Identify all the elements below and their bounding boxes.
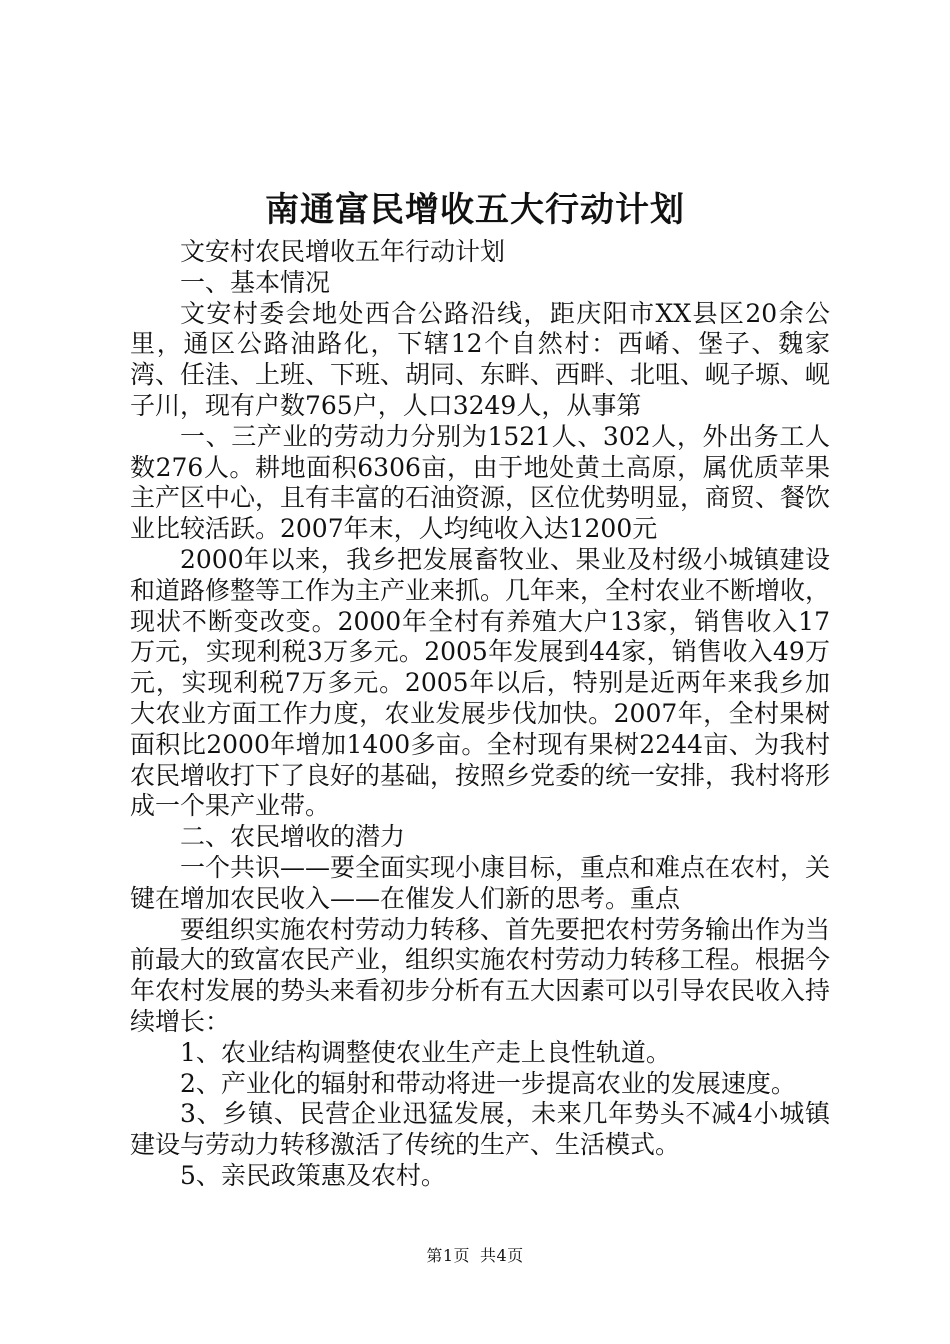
paragraph: 一、三产业的劳动力分别为1521人、302人，外出务工人数276人。耕地面积6306亩，由于地处黄土高原，属优质苹果主产区中心，且有丰富的石油资源，区位优势明显，商贸、餐饮业比较活跃。2007年末，人均纯收入达1200元	[130, 421, 831, 544]
paragraph: 2000年以来，我乡把发展畜牧业、果业及村级小城镇建设和道路修整等工作为主产业来抓。几年来，全村农业不断增收，现状不断变改变。2000年全村有养殖大户13家，销售收入17万元，实现利税3万多元。2005年发展到44家，销售收入49万元，实现利税7万多元。2005年以后，特别是近两年来我乡加大农业方面工作力度，农业发展步伐加快。2007年，全村果树面积比2000年增加1400多亩。全村现有果树2244亩、为我村农民增收打下了良好的基础，按照乡党委的统一安排，我村将形成一个果产业带。	[130, 544, 831, 821]
page-footer	[0, 1244, 950, 1268]
page-number: 第1页	[426, 1246, 470, 1265]
section-heading-basic-situation: 一、基本情况	[180, 267, 331, 297]
paragraph: 一个共识——要全面实现小康目标，重点和难点在农村，关键在增加农民收入——在催发人们新的思考。重点	[130, 852, 831, 913]
section-heading-income-potential: 二、农民增收的潜力	[180, 822, 406, 852]
document-title: 南通富民增收五大行动计划	[265, 190, 685, 230]
list-item: 1、农业结构调整使农业生产走上良性轨道。	[180, 1037, 671, 1067]
list-item: 5、亲民政策惠及农村。	[180, 1160, 446, 1190]
list-item: 3、乡镇、民营企业迅猛发展，未来几年势头不减4小城镇建设与劳动力转移激活了传统的生产、生活模式。	[130, 1099, 830, 1160]
list-item: 2、产业化的辐射和带动将进一步提高农业的发展速度。	[180, 1068, 796, 1098]
paragraph: 要组织实施农村劳动力转移、首先要把农村劳务输出作为当前最大的致富农民产业，组织实施农村劳动力转移工程。根据今年农村发展的势头来看初步分析有五大因素可以引导农民收入持续增长：	[130, 914, 831, 1036]
paragraph-subtitle: 文安村农民增收五年行动计划	[180, 237, 506, 266]
document-body	[130, 237, 830, 1192]
page-total: 共4页	[480, 1246, 524, 1265]
paragraph: 文安村委会地处西合公路沿线，距庆阳市XX县区20余公里，通区公路油路化，下辖12个自然村：西崤、堡子、魏家湾、任洼、上班、下班、胡同、东畔、西畔、北咀、岘子塬、岘子川，现有户数765户，人口3249人，从事第	[130, 298, 831, 420]
